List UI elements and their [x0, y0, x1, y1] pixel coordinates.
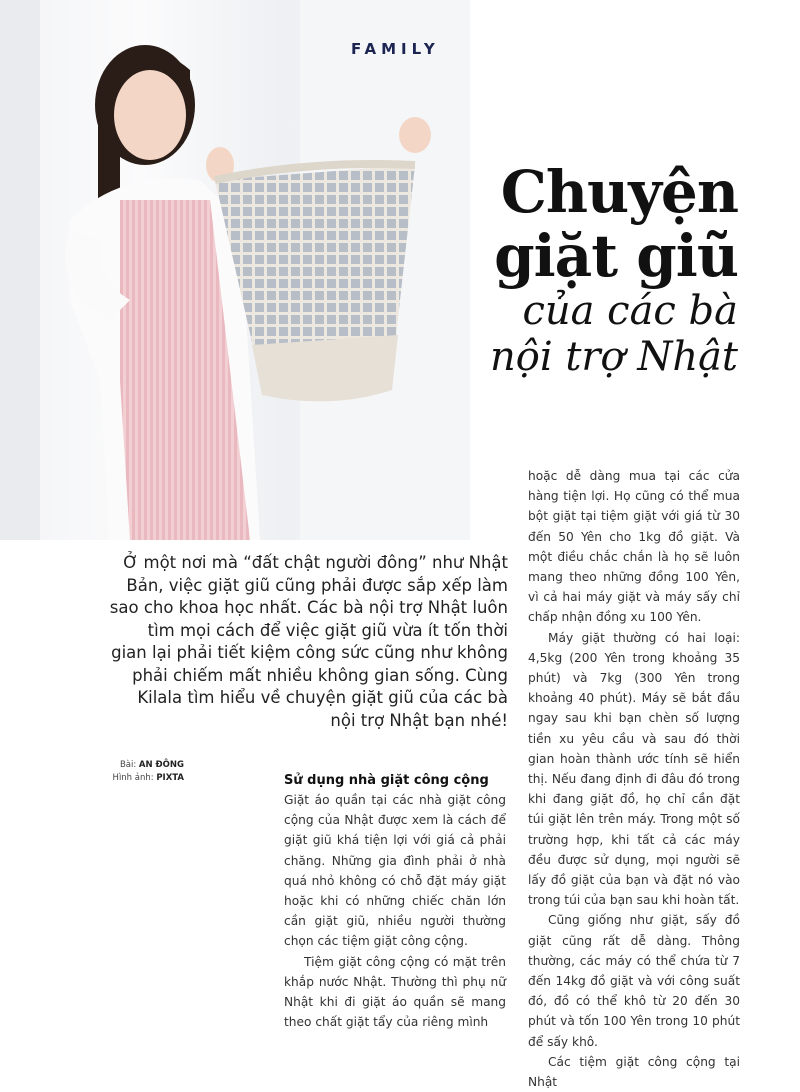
title-line: của các bà [522, 288, 738, 334]
woman-with-laundry-basket-illustration [0, 0, 470, 540]
author-label: Bài: [119, 760, 137, 770]
title-line: Chuyện [500, 158, 738, 226]
title-line: nội trợ Nhật [489, 334, 738, 380]
article-title [490, 160, 738, 380]
paragraph: Cũng giống như giặt, sấy đồ giặt cũng rất dễ dàng. Thông thường, các máy có thể chứa từ 7 đến 14kg đồ giặt và với công suất đó, đồ có thể khô từ 20 đến 30 phút và tốn 100 Yên trong 10 phút để sấy khô. [528, 913, 740, 1049]
section-heading: Sử dụng nhà giặt công cộng [284, 773, 489, 788]
article-column-2 [528, 466, 740, 1092]
paragraph: hoặc dễ dàng mua tại các cửa hàng tiện lợi. Họ cũng có thể mua bột giặt tại tiệm giặt với giá từ 30 đến 50 Yên cho 1kg đồ giặt. Và một điều chắc chắn là họ sẽ luôn mang theo những đồng 100 Yên, vì cả hai máy giặt và máy sấy chỉ chấp nhận đồng xu 100 Yên. [528, 469, 740, 625]
paragraph: Tiệm giặt công cộng có mặt trên khắp nước Nhật. Thường thì phụ nữ Nhật khi đi giặt áo quần sẽ mang theo chất giặt tẩy của riêng mình [284, 954, 506, 1030]
credits [100, 759, 184, 785]
intro-paragraph: Ở một nơi mà “đất chật người đông” như Nhật Bản, việc giặt giũ cũng phải được sắp xếp làm sao cho khoa học nhất. Các bà nội trợ Nhật luôn tìm mọi cách để việc giặt giũ vừa ít tốn thời gian lại phải tiết kiệm công sức cũng như không phải chiếm mất nhiều không gian sống. Cùng Kilala tìm hiểu về chuyện giặt giũ của các bà nội trợ Nhật bạn nhé! [109, 553, 508, 730]
article-column-1 [284, 772, 506, 1032]
paragraph: Các tiệm giặt công cộng tại Nhật [528, 1054, 740, 1090]
paragraph: Giặt áo quần tại các nhà giặt công cộng của Nhật được xem là cách để giặt giũ khá tiện lợi với giá cả phải chăng. Những gia đình phải ở nhà quá nhỏ không có chỗ đặt máy giặt hoặc khi có những chiếc chăn lớn cần giặt giũ, nhiều người thường chọn các tiệm giặt công cộng. [284, 793, 506, 949]
paragraph: Máy giặt thường có hai loại: 4,5kg (200 Yên trong khoảng 35 phút) và 7kg (300 Yên trong khoảng 40 phút). Máy sẽ bắt đầu ngay sau khi bạn chèn số lượng tiền xu yêu cầu và sau đó thời gian hoàn thành ước tính sẽ hiển thị. Nếu đang định đi đâu đó trong khi đang giặt đồ, họ chỉ cần đặt túi giặt lên trên máy. Trong một số trường hợp, khi tất cả các máy đều được sử dụng, mọi người sẽ lấy đồ giặt của bạn và đặt nó vào trong túi của bạn sau khi hoàn tất. [528, 630, 740, 908]
title-line: giặt giũ [494, 222, 738, 290]
photo-credit: PIXTA [156, 773, 184, 783]
author-name: AN ĐÔNG [138, 760, 184, 770]
hero-photo [0, 0, 470, 540]
photo-label: Hình ảnh: [112, 773, 154, 783]
section-label: FAMILY [351, 40, 440, 58]
